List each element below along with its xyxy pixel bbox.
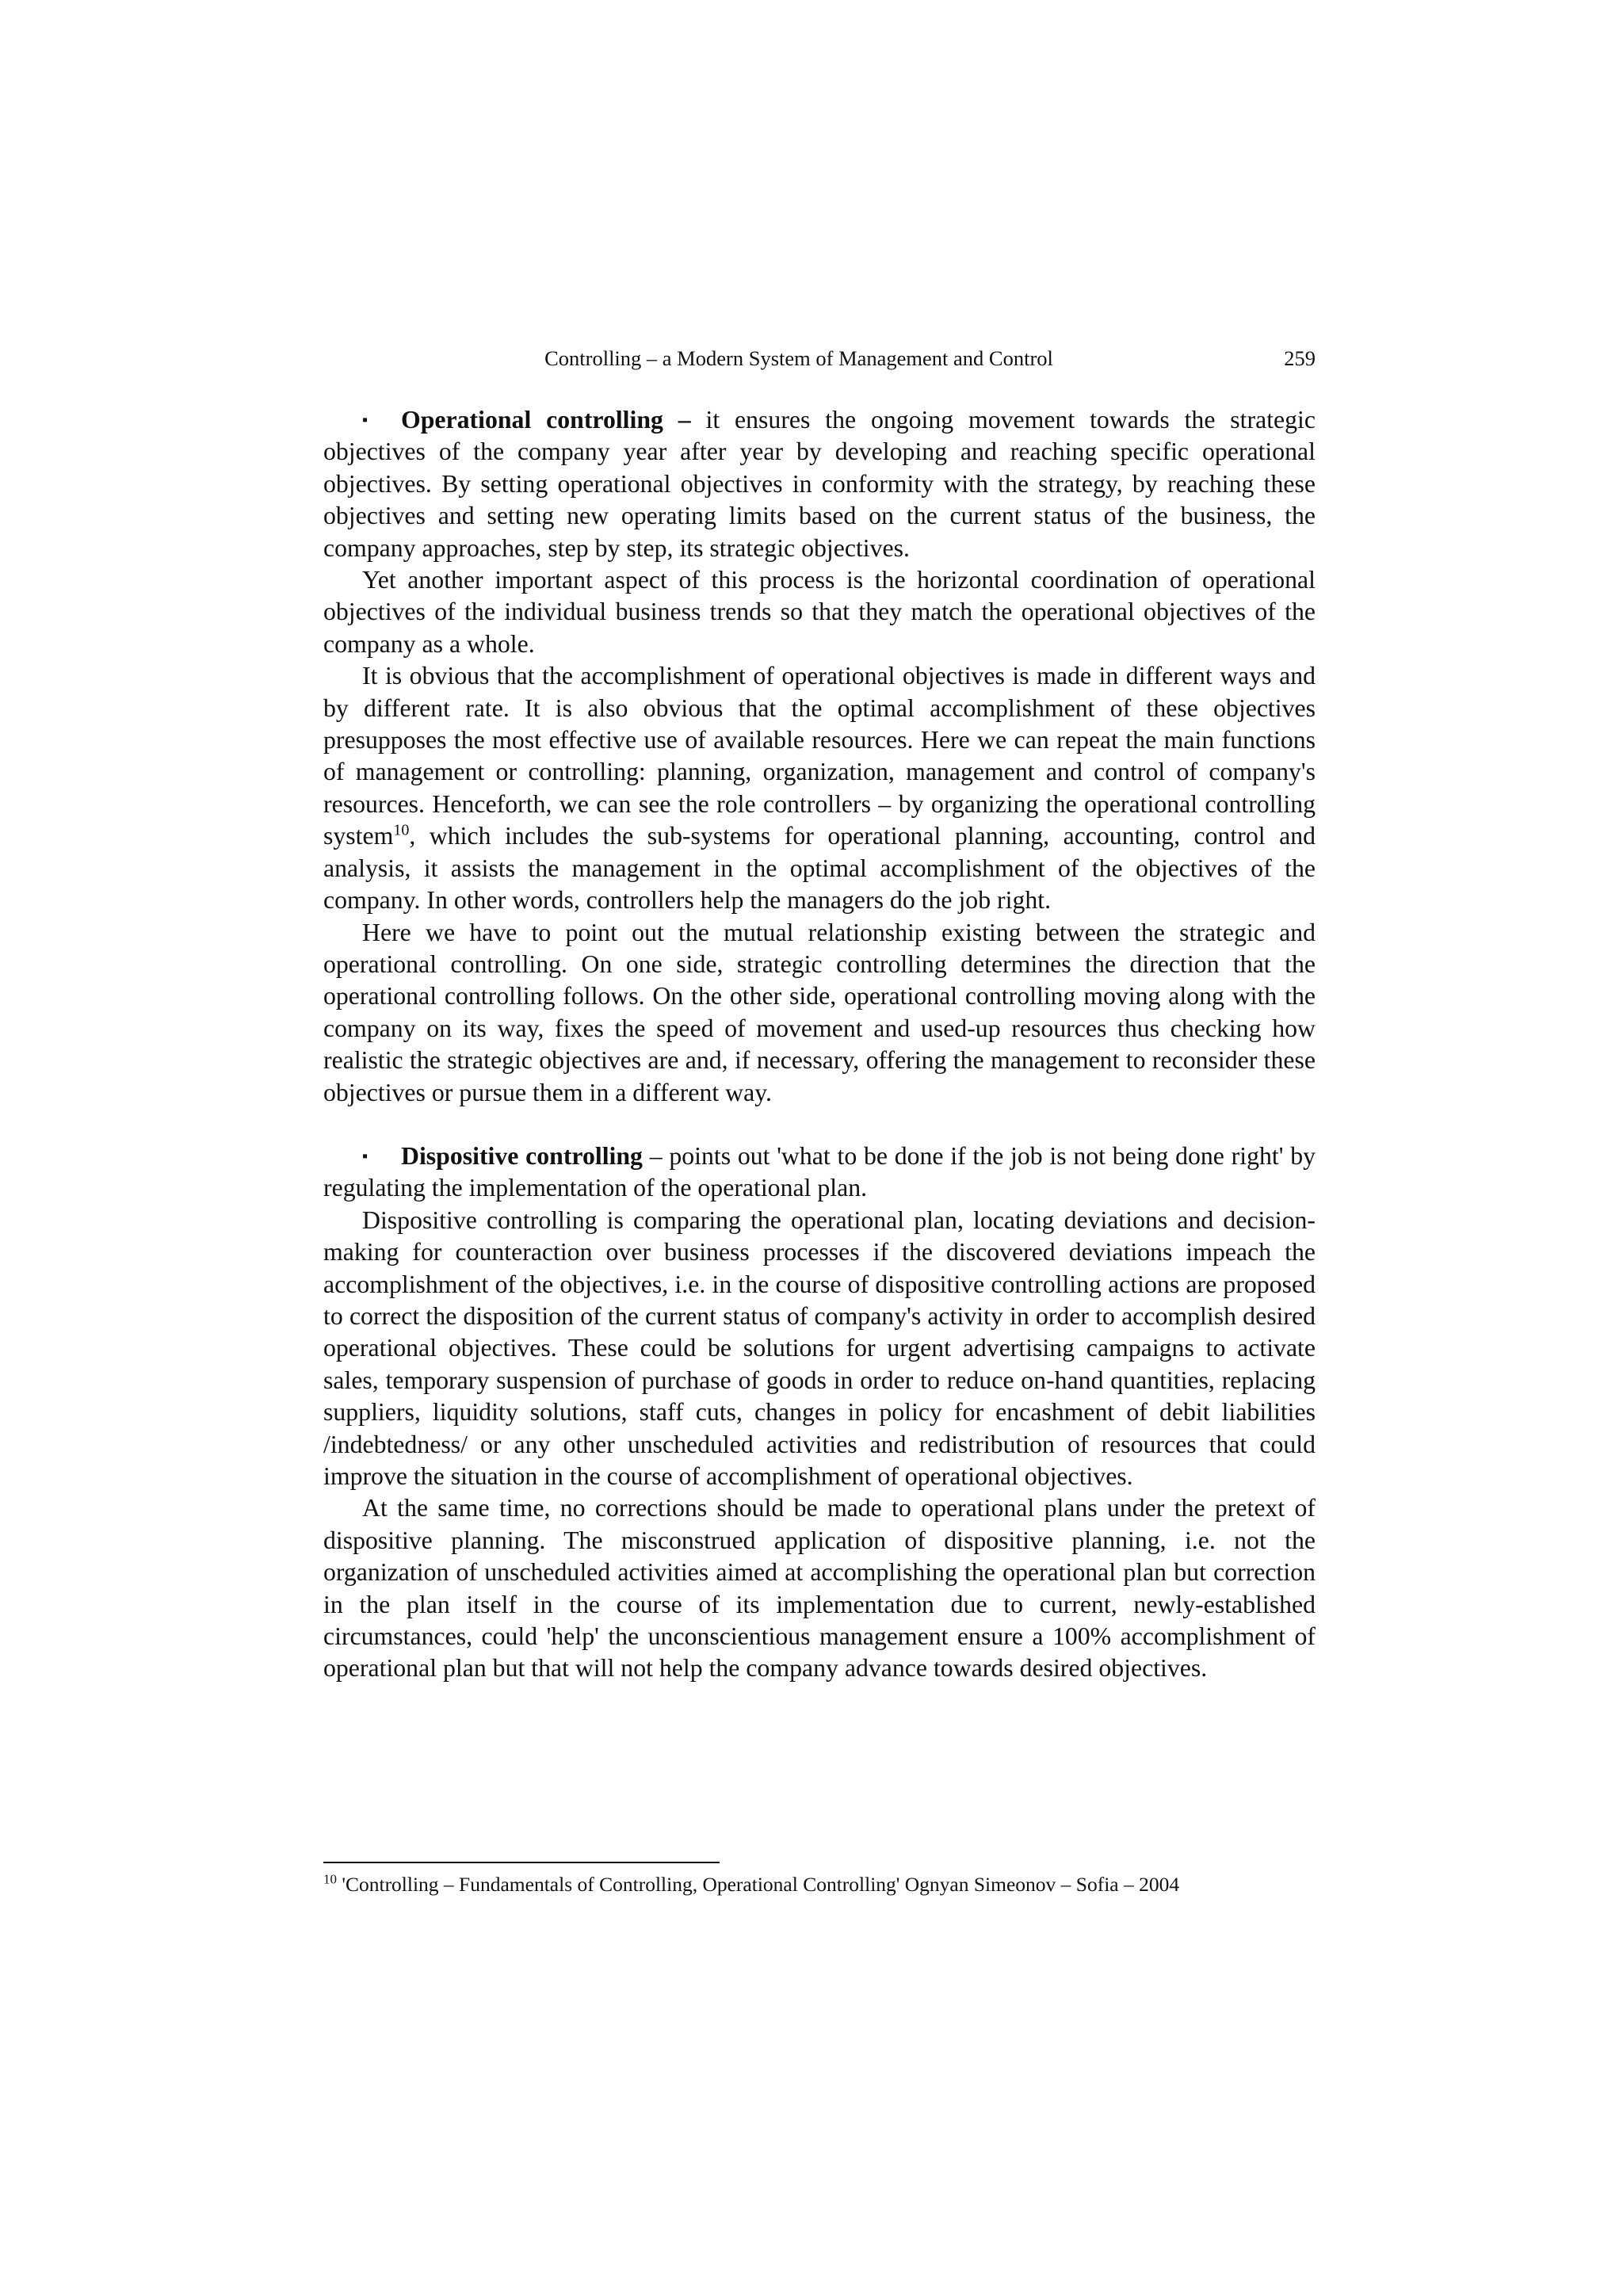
body-text [323,404,1316,1685]
operational-controlling-text: it ensures the ongoing movement towards the strategic objectives of the company year after year by developing and reaching specific operational objectives. By setting operational objectives in conformity with the strategy, by reaching these objectives and setting new operating limits based on the current status of the business, the company approaches, step by step, its strategic objectives. [323,406,1316,562]
dispositive-controlling-text: – points out 'what to be done if the job is not being done right' by regulating the implementation of the operational plan. [323,1141,1316,1202]
footnote-separator [323,1862,720,1863]
accomplishment-text-start: It is obvious that the accomplishment of operational objectives is made in different ways and by different rate. It is also obvious that the optimal accomplishment of these objectives presupposes the most effective use of available resources. Here we can repeat the main functions of management or controlling: planning, organization, management and control of company's resources. Henceforth, we can see the role controllers – by organizing the operational controlling system [323,662,1316,850]
dispositive-comparison-paragraph: Dispositive controlling is comparing the operational plan, locating deviations and decision-making for counteraction over business processes if the discovered deviations impeach the accomplishment of the objectives, i.e. in the course of dispositive controlling actions are proposed to correct the disposition of the current status of company's activity in order to accomplish desired operational objectives. These could be solutions for urgent advertising campaigns to activate sales, temporary suspension of purchase of goods in order to reduce on-hand quantities, replacing suppliers, liquidity solutions, staff cuts, changes in policy for encashment of debit liabilities /indebtedness/ or any other unscheduled activities and redistribution of resources that could improve the situation in the course of accomplishment of operational objectives. [323,1205,1316,1490]
square-bullet-icon: ▪ [362,411,369,429]
operational-controlling-heading: Operational controlling – [401,406,691,434]
footnote-text: 'Controlling – Fundamentals of Controlling, Operational Controlling' Ognyan Simeonov – Sofia – 2004 [337,1873,1180,1896]
mutual-relationship-paragraph: Here we have to point out the mutual relationship existing between the strategic and operational controlling. On one side, strategic controlling determines the direction that the operational controlling follows. On the other side, operational controlling moving along with the company on its way, fixes the speed of movement and used-up resources thus checking how realistic the strategic objectives are and, if necessary, offering the management to reconsider these objectives or pursue them in a different way. [323,918,1316,1106]
footnote-mark: 10 [323,1871,337,1887]
dispositive-controlling-heading: Dispositive controlling [401,1141,643,1170]
accomplishment-text-end: , which includes the sub-systems for operational planning, accounting, control and analysis, it assists the management in the optimal accomplishment of the objectives of the company. In other words, controllers help the managers do the job right. [323,822,1316,915]
running-header [323,346,1316,378]
square-bullet-icon: ▪ [362,1147,369,1165]
footnote [323,1872,1316,1897]
footnote-reference[interactable]: 10 [393,821,410,839]
dispositive-controlling-paragraph [323,1140,1316,1205]
running-title: Controlling – a Modern System of Management and Control [544,346,1053,370]
no-corrections-paragraph: At the same time, no corrections should be made to operational plans under the pretext of dispositive planning. The misconstrued application of dispositive planning, i.e. not the organization of unscheduled activities aimed at accomplishing the operational plan but correction in the plan itself in the course of its implementation due to current, newly-established circumstances, could 'help' the unconscientious management ensure a 100% accomplishment of operational plan but that will not help the company advance towards desired objectives. [323,1494,1316,1683]
operational-controlling-paragraph [323,404,1316,564]
page-number: 259 [1284,346,1316,370]
horizontal-coordination-paragraph: Yet another important aspect of this process is the horizontal coordination of operational objectives of the individual business trends so that they match the operational objectives of the company as a whole. [323,566,1316,658]
accomplishment-paragraph [323,660,1316,916]
